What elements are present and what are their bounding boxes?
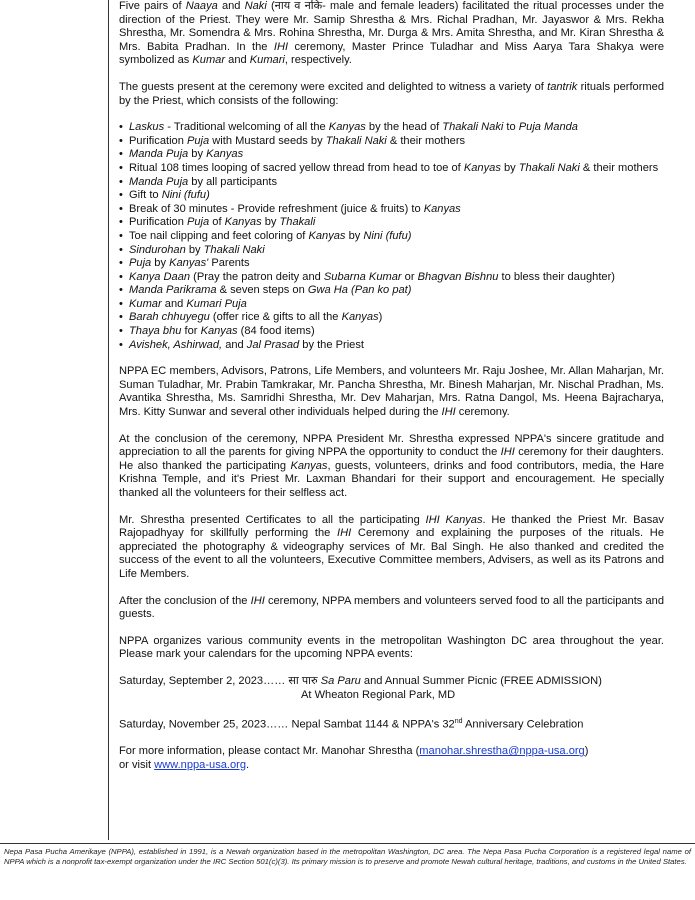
leaders-paragraph: Five pairs of Naaya and Naki (नाय व नकि- male and female leaders) facilitated the ritual processes under the direction of the Priest. They were Mr. Samip Shrestha & Mrs. Richal Pradhan, Mr. Jayaswor & Mrs. Rekha Shrestha, Mr. Somendra & Mrs. Rohina Shrestha, Mr. Durga & Mrs. Amita Shrestha, and Mr. Kiran Shrestha & Mrs. Babita Pradhan. In the IHI ceremony, Master Prince Tuladhar and Miss Aarya Tara Shakya were symbolized as Kumar and Kumari, respectively.: [119, 0, 664, 67]
list-item: • Kumar and Kumari Puja: [119, 298, 664, 312]
list-item: • Avishek, Ashirwad, and Jal Prasad by the Priest: [119, 339, 664, 353]
contact-info: For more information, please contact Mr. Manohar Shrestha (manohar.shrestha@nppa-usa.org) or visit www.nppa-usa.org.: [119, 745, 589, 771]
list-item: • Toe nail clipping and feet coloring of Kanyas by Nini (fufu): [119, 230, 664, 244]
left-margin-rule: [108, 0, 109, 840]
event-date: Saturday, November 25, 2023……: [119, 718, 292, 731]
event-date: Saturday, September 2, 2023……: [119, 674, 289, 687]
list-item: • Laskus - Traditional welcoming of all the Kanyas by the head of Thakali Naki to Puja Manda: [119, 121, 664, 135]
events-intro-paragraph: NPPA organizes various community events in the metropolitan Washington DC area throughout the year. Please mark your calendars for the upcoming NPPA events:: [119, 634, 664, 661]
event-sa-paru: Saturday, September 2, 2023…… सा पारु Sa Paru and Annual Summer Picnic (FREE ADMISSION) At Wheaton Regional Park, MD: [119, 675, 664, 702]
conclusion-paragraph: At the conclusion of the ceremony, NPPA President Mr. Shrestha expressed NPPA's sincere gratitude and appreciation to all the parents for giving NPPA the opportunity to conduct the IHI ceremony for their daughters. He also thanked the participating Kanyas, guests, volunteers, drinks and food contributors, media, the Hare Krishna Temple, and it's Priest Mr. Laxman Bhandari for their support and encouragement. He specially thanked all the volunteers for their selfless act.: [119, 432, 664, 499]
guests-paragraph: The guests present at the ceremony were excited and delighted to witness a variety of tantrik rituals performed by the Priest, which consists of the following:: [119, 80, 664, 107]
list-item: • Purification Puja of Kanyas by Thakali: [119, 216, 664, 230]
event-location: At Wheaton Regional Park, MD: [301, 688, 456, 701]
event-nepal-sambat: Saturday, November 25, 2023…… Nepal Sambat 1144 & NPPA's 32nd Anniversary Celebration: [119, 718, 584, 731]
list-item: • Barah chhuyegu (offer rice & gifts to all the Kanyas): [119, 311, 664, 325]
list-item: • Kanya Daan (Pray the patron deity and Subarna Kumar or Bhagvan Bishnu to bless their daughter): [119, 271, 664, 285]
footer-note: Nepa Pasa Pucha Amerikaye (NPPA), established in 1991, is a Newah organization based in the metropolitan Washington, DC area. The Nepa Pasa Pucha Corporation is a registered legal name of NPPA which is a nonprofit tax-exempt organization under the IRC Section 501(c)(3). Its primary mission is to preserve and promote Newah cultural heritage, traditions, and customs in the United States.: [4, 847, 691, 866]
list-item: • Thaya bhu for Kanyas (84 food items): [119, 325, 664, 339]
list-item: • Ritual 108 times looping of sacred yellow thread from head to toe of Kanyas by Thakali Naki & their mothers: [119, 162, 664, 176]
ritual-list: [119, 121, 664, 352]
list-item: • Purification Puja with Mustard seeds by Thakali Naki & their mothers: [119, 135, 664, 149]
list-item: • Sindurohan by Thakali Naki: [119, 244, 664, 258]
footer-rule: [0, 843, 695, 844]
list-item: • Puja by Kanyas' Parents: [119, 257, 664, 271]
certificates-paragraph: Mr. Shrestha presented Certificates to all the participating IHI Kanyas. He thanked the Priest Mr. Basav Rajopadhyay for skillfully performing the IHI Ceremony and explaining the purposes of the rituals. He appreciated the photography & videography services of Mr. Bal Singh. He also thanked and credited the success of the event to all the volunteers, Executive Committee members, Advisers, as well as its Patrons and Life Members.: [119, 513, 664, 580]
article-body: [119, 0, 664, 786]
food-paragraph: After the conclusion of the IHI ceremony, NPPA members and volunteers served food to all the participants and guests.: [119, 594, 664, 621]
list-item: • Break of 30 minutes - Provide refreshment (juice & fruits) to Kanyas: [119, 203, 664, 217]
website-link[interactable]: www.nppa-usa.org: [154, 759, 247, 771]
email-link[interactable]: manohar.shrestha@nppa-usa.org: [419, 745, 585, 758]
list-item: • Manda Puja by all participants: [119, 176, 664, 190]
helpers-paragraph: NPPA EC members, Advisors, Patrons, Life Members, and volunteers Mr. Raju Joshee, Mr. Allan Maharjan, Mr. Suman Tuladhar, Mr. Prabin Tamkrakar, Mr. Pancha Shrestha, Mr. Binesh Maharjan, Mr. Nischal Pradhan, Ms. Avantika Shrestha, Ms. Samridhi Shrestha, Mr. Dev Maharjan, Mrs. Ratna Dangol, Ms. Heena Bajracharya, Mrs. Kitty Sunwar and several other individuals helped during the IHI ceremony.: [119, 365, 664, 419]
list-item: • Gift to Nini (fufu): [119, 189, 664, 203]
list-item: • Manda Puja by Kanyas: [119, 148, 664, 162]
list-item: • Manda Parikrama & seven steps on Gwa Ha (Pan ko pat): [119, 284, 664, 298]
